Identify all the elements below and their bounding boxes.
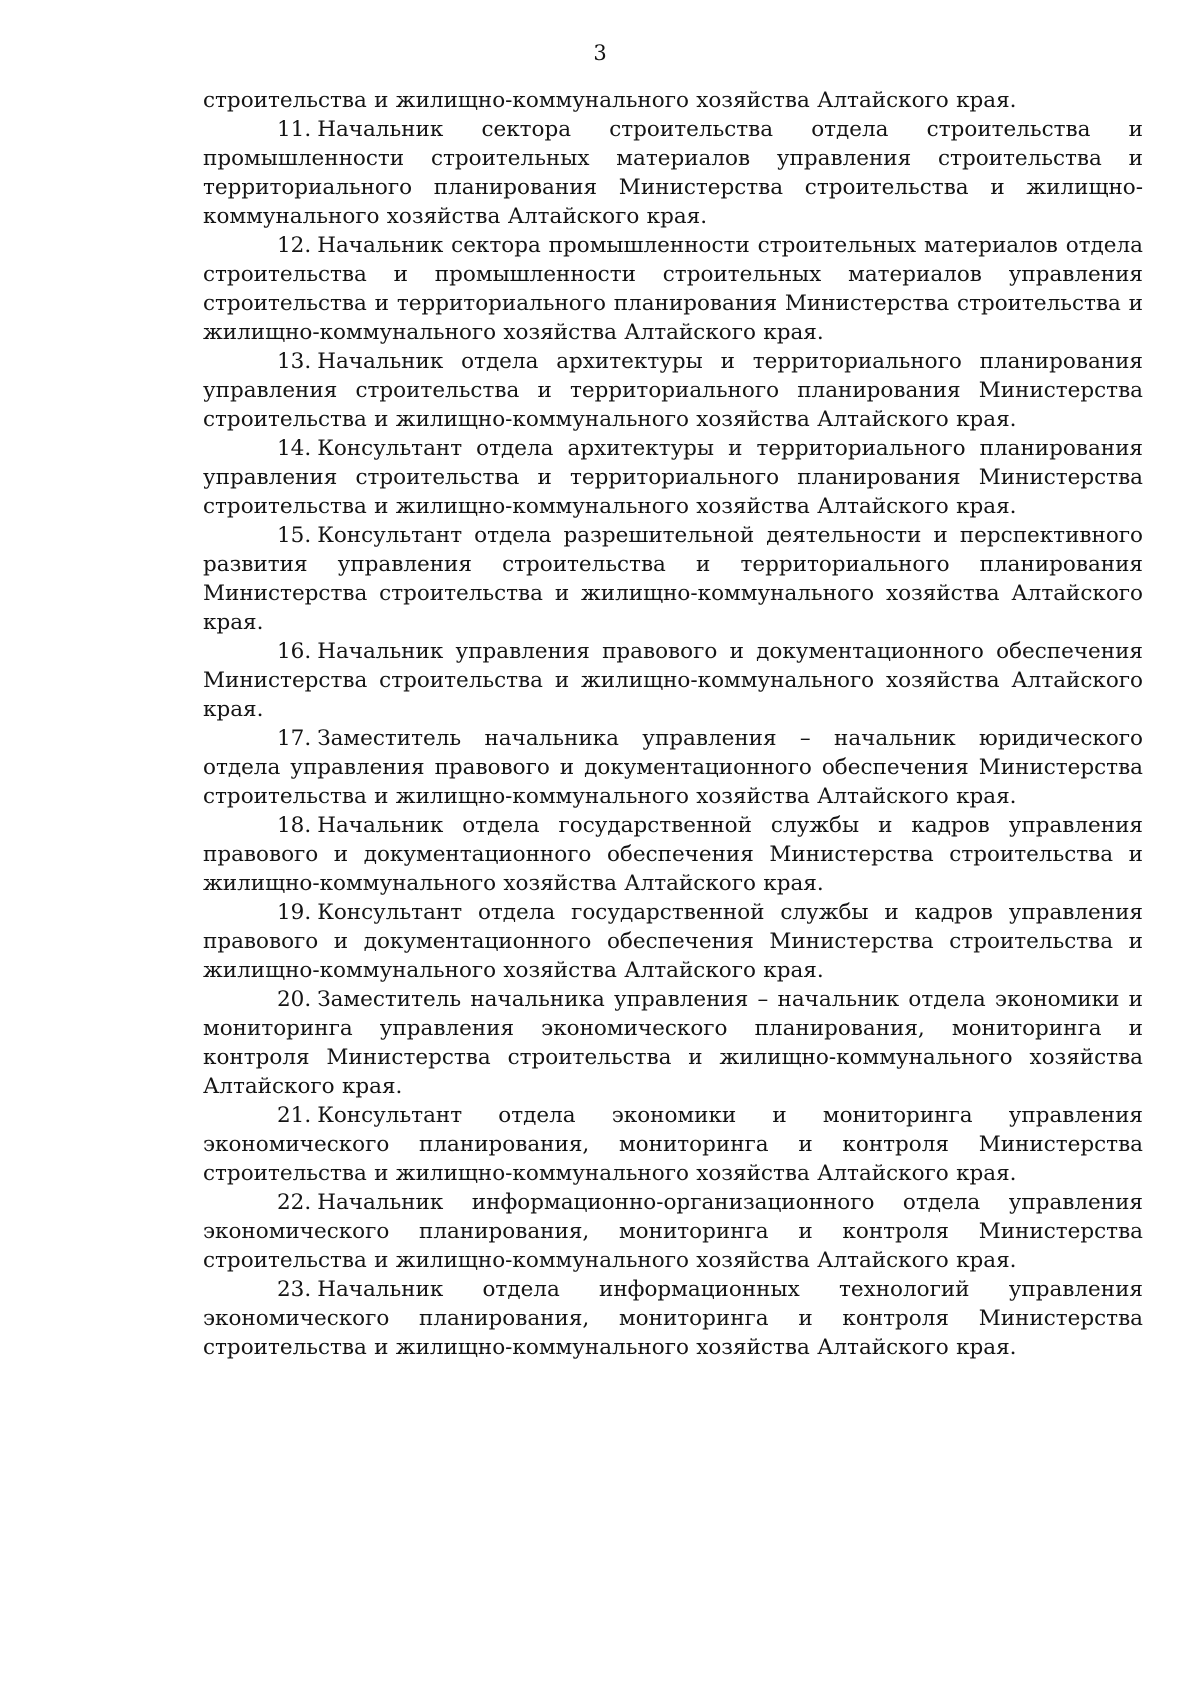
list-item-21 [203,1101,1143,1188]
item-text: Начальник отдела государственной службы и кадров управления правового и документационного обеспечения Министерства строительства и жилищно-коммунального хозяйства Алтайского края. [203,813,1143,896]
item-text: Начальник отдела информационных технологий управления экономического планирования, мониторинга и контроля Министерства строительства и жилищно-коммунального хозяйства Алтайского края. [203,1277,1143,1360]
item-text: Консультант отдела государственной службы и кадров управления правового и документационного обеспечения Министерства строительства и жилищно-коммунального хозяйства Алтайского края. [203,900,1143,983]
item-text: Начальник информационно-организационного отдела управления экономического планирования, мониторинга и контроля Министерства строительства и жилищно-коммунального хозяйства Алтайского края. [203,1190,1143,1273]
item-number: 19. [277,900,312,925]
list-item-17 [203,724,1143,811]
document-body [203,86,1143,1362]
page-number: 3 [593,41,607,65]
item-number: 21. [277,1103,312,1128]
list-item-22 [203,1188,1143,1275]
list-item-16 [203,637,1143,724]
list-item-23 [203,1275,1143,1362]
list-item-11 [203,115,1143,231]
list-item-18 [203,811,1143,898]
item-text: Консультант отдела архитектуры и территориального планирования управления строительства и территориального планирования Министерства строительства и жилищно-коммунального хозяйства Алтайского края. [203,436,1143,519]
list-item-13 [203,347,1143,434]
list-item-20 [203,985,1143,1101]
item-number: 16. [277,639,312,664]
list-item-19 [203,898,1143,985]
item-text: Начальник отдела архитектуры и территориального планирования управления строительства и территориального планирования Министерства строительства и жилищно-коммунального хозяйства Алтайского края. [203,349,1143,432]
item-number: 23. [277,1277,312,1302]
item-number: 12. [277,233,312,258]
item-number: 15. [277,523,312,548]
item-number: 11. [277,117,312,142]
item-text: Заместитель начальника управления – начальник юридического отдела управления правового и документационного обеспечения Министерства строительства и жилищно-коммунального хозяйства Алтайского края. [203,726,1143,809]
item-number: 18. [277,813,312,838]
item-text: Консультант отдела разрешительной деятельности и перспективного развития управления строительства и территориального планирования Министерства строительства и жилищно-коммунального хозяйства Алтайского края. [203,523,1143,635]
list-item-14 [203,434,1143,521]
item-text: Начальник управления правового и документационного обеспечения Министерства строительства и жилищно-коммунального хозяйства Алтайского края. [203,639,1143,722]
item-number: 13. [277,349,312,374]
continuation-paragraph: строительства и жилищно-коммунального хозяйства Алтайского края. [203,88,1017,113]
item-text: Начальник сектора строительства отдела строительства и промышленности строительных материалов управления строительства и территориального планирования Министерства строительства и жилищно-коммунального хозяйства Алтайского края. [203,117,1143,229]
list-item-15 [203,521,1143,637]
item-text: Заместитель начальника управления – начальник отдела экономики и мониторинга управления экономического планирования, мониторинга и контроля Министерства строительства и жилищно-коммунального хозяйства Алтайского края. [203,987,1143,1099]
item-text: Консультант отдела экономики и мониторинга управления экономического планирования, мониторинга и контроля Министерства строительства и жилищно-коммунального хозяйства Алтайского края. [203,1103,1143,1186]
item-number: 20. [277,987,312,1012]
item-number: 17. [277,726,312,751]
item-number: 14. [277,436,312,461]
item-number: 22. [277,1190,312,1215]
item-text: Начальник сектора промышленности строительных материалов отдела строительства и промышленности строительных материалов управления строительства и территориального планирования Министерства строительства и жилищно-коммунального хозяйства Алтайского края. [203,233,1143,345]
list-item-12 [203,231,1143,347]
